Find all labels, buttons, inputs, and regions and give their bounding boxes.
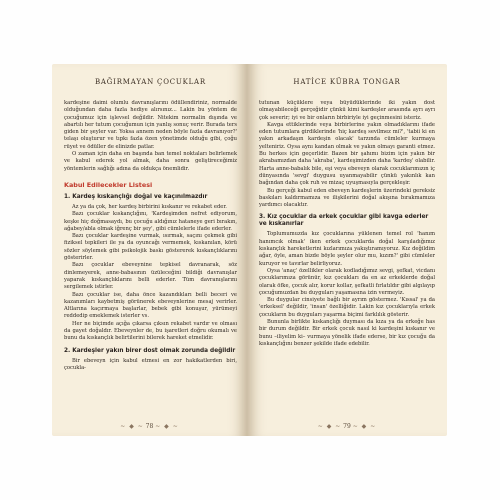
right-footer — [247, 423, 447, 430]
footer-ornament-left-2: ~ ◆ ~ — [155, 423, 179, 430]
item3-body — [259, 231, 435, 348]
footer-ornament-left: ~ ◆ ~ — [120, 423, 144, 430]
left-footer — [52, 423, 247, 430]
paragraph: Az ya da çok, her kardeş birbirini kıskanır ve rekabet eder. — [72, 203, 227, 210]
paragraph: Kavga ettiklerinde veya birbirlerine yakın olmadıklarını ifade eden tutumlara girdiklerinde 'hiç kardeş sevilmez mi?', 'tabii ki en yakın arkadaşın kardeşin olacak' tarzında cümleler kurmaya yelteniriz. Oysa aynı kandan olmak ve yakın olmayı garanti etmez. Bu herkes için geçerlidir. Bazen bir şahımı bizim için yakın bir akrabamızdan daha 'akraba', kardeşimizden daha 'kardeş' olabilir. Harta anne-babalık bile, eşi veya ebeveyn olarak cocuklarımızın iç dünyasında 'sevgi' duygusu uyanmayabilir çünkü yakınlık kan bağından daha çok ruh ve mizaç uyuşmasıyla gerçekleşir. — [259, 121, 435, 187]
paragraph: Her ne biçimde açığa çıkarsa çıksın rekabet vardır ve olması da gayet doğaldır. Ebeveynler de, bu işaretleri doğru okumalı ve bunu da kıskançlık belirtilerini bilerek hareket etmelidir. — [64, 320, 237, 342]
paragraph: Bazı çocuklar ise, daha önce kazandıkları belli beceri ve kazanımları kaybetmiş görünerek ebeveynlerine mesaj verirler. Altlarına kaçırmaya başlarlar, bebek gibi konuşur, yürümeyi reddedip emeklemek isterler vs. — [64, 291, 237, 320]
right-page-number: 79 — [343, 423, 351, 430]
paragraph: Bir ebeveyn için kabul etmesi en zor hakikatlerden biri, çocukla- — [64, 357, 237, 371]
paragraph: Bununla birlikte kıskançlığı duyması da kıza ya da erkeğe has bir durum değildir. Bir erkek çocuk nasıl ki kardeşini kıskanır ve bunu –iliyelim ki– vurmaya yönelik ifade ederse, bir kız çocuğu da kıskançlığını benzer şekilde ifade edebilir. — [259, 319, 435, 347]
paragraph: kardeşine daimi olumlu davranışlarını ödüllendiriniz, normalde olduğundan daha fazla hediye alırsınız... Lakin bu yöntem de çocuğumuz için işlevsel değildir. Nitekim normalin dışında ve abartılı her tutum çocuğumun için yanlış sonuç verir. Burada ters giden bir şeyler var. Yoksa annem neden böyle fazla davranıyor?' telaşı oluşturur ve tıpkı fazla özen yönetimde olduğu gibi, çoğu rüyet ve ödüller de elinizde patlar. — [64, 100, 237, 150]
paragraph: Bu gerçeği kabul eden ebeveyn kardeşlerin üzerindeki gereksiz baskıları kaldırmamıza ve ilişkilerini doğal akışına bırakmamıza yardımcı olacaktır. — [259, 187, 435, 209]
right-running-head: HATİCE KÜBRA TONGAR — [293, 78, 401, 86]
item2-body — [64, 358, 237, 373]
paragraph: Oysa 'anaç' özellikler olarak kodladığımız sevgi, şefkat, vicdanı çocuklarımıza görünür, kız çocukları da en az erkeklerde doğal olarak öfke, çocuk alır, korur kollar, şefkatli fırlatıldır gibi algılayıp çocuğumuzdan bu duyguları yaşamasına izin vermeyiz. — [259, 267, 435, 296]
left-running-head: BAĞIRMAYAN ÇOCUKLAR — [94, 78, 206, 86]
paragraph: Bu duygular cinsiyete bağlı bir ayrım göstermez. 'Kıssal' ya da 'erkeksel' değildir, 'insan' özelliğidir. Lakin kız çocuklarıyla erkek çocukların bu duyguları yaşarma biçimi farklılık gösterir. — [259, 297, 435, 318]
paragraph: Bazı çocuklar kıskançlığını, 'Kardeşimden nefret ediyorum, keşke hiç doğmasaydı, bu çocuğu aldığınız hataneye geri bırakın, ağabey/abla olmak iğrenç bir şey', gibi cümlelerle ifade ederler. — [64, 211, 237, 232]
paragraph: tutunan küçüklere veya büyüdüklerinde iki yakın dost olmayabileceği gerçeğidir çünkü kimi kardeşler arasında ayrı ayrı çok severir; iyi ve bir onların birbiriyle iyi geçinmesini isteriz. — [259, 100, 435, 121]
left-page — [52, 64, 247, 436]
section-title: Kabul Edilecekler Listesi — [64, 180, 153, 189]
footer-ornament-right: ~ ◆ ~ — [317, 423, 342, 430]
item1-title: 1. Kardeş kıskançlığı doğal ve kaçınılmazdır — [64, 193, 208, 200]
paragraph: Bazı çocuklar kardeşine vurmak, ısırmak, saçını çekmek gibi fiziksel tepkileri ile ya da oyuncağı vermemek, kıskanılan, körü sözler söylemek gibi psikolojik baskı göstererek kıskançlıklarını gösterirler. — [64, 233, 237, 262]
item1-body — [64, 204, 237, 343]
item2-title: 2. Kardeşler yakın birer dost olmak zorunda değildir — [64, 347, 236, 354]
right-intro — [259, 100, 435, 209]
paragraph: Toplumumuzda kız çocuklarına yüklenen temel rol 'hanım hanımcık olmak' iken erkek çocuklarda doğal karşıladığımız kıskançlık hareketlerini kızlarımıza yakıştıramıyoruz. Kız değildim ağar, öyle, aman bizde böyle şeyler olur mu, kızım?' gibi cümleler kuruyor ve tavırlar belirliyoruz. — [259, 231, 435, 267]
right-page — [247, 64, 447, 436]
paragraph: O zaman için daha en başında ban temel noktaları belirlemek ve kabul ederek yol almak, daha sonra geliştireceğimiz yöntemlerin sağlığı adına da oldukça önemlidir. — [64, 151, 237, 172]
paragraph: Bazı çocuklar ebeveynine tepkisel davranarak, söz dinlemeyerek, anne-babasının üzüleceğini bildiği davranışlar yaparak kıskançlıklarını belli ederler. Tüm davranışlarını sergilemek istirler. — [64, 262, 237, 291]
footer-ornament-right-2: ~ ◆ ~ — [352, 423, 377, 430]
item3-title: 3. Kız çocuklar da erkek çocuklar gibi kavga ederler ve kıskanırlar — [259, 214, 429, 228]
left-intro — [64, 100, 237, 173]
left-page-number: 78 — [145, 423, 154, 430]
